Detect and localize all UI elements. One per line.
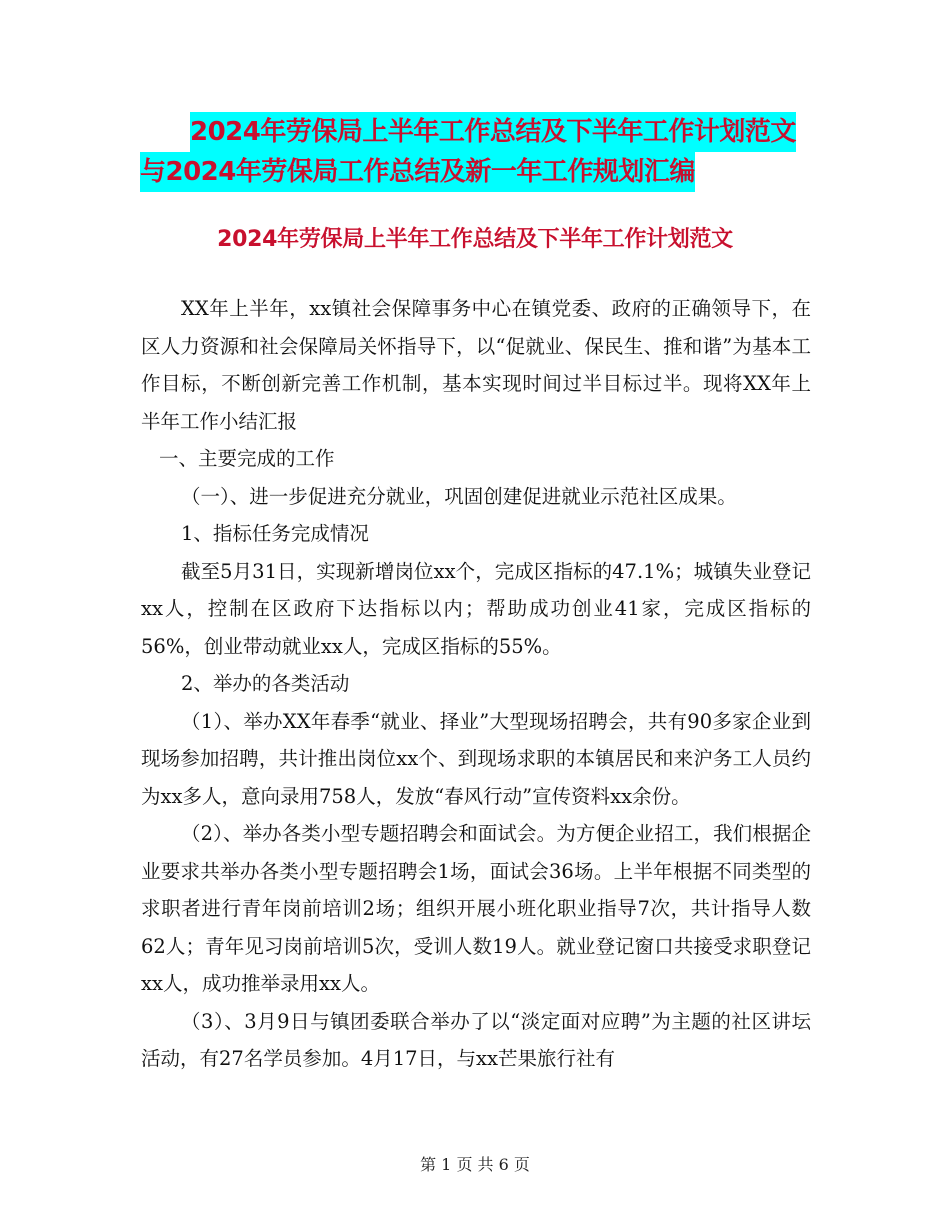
paragraph-activity-1: （1）、举办XX年春季“就业、择业”大型现场招聘会，共有90多家企业到现场参加招聘，共计推出岗位xx个、到现场求职的本镇居民和来沪务工人员约为xx多人，意向录用758人，发放“春风行动”宣传资料xx余份。: [141, 709, 811, 808]
document-title: [140, 112, 820, 192]
title-line-2: 与2024年劳保局工作总结及新一年工作规划汇编: [140, 152, 695, 192]
heading-main-work: 一、主要完成的工作: [159, 447, 335, 470]
heading-activities: 2、举办的各类活动: [181, 672, 350, 695]
heading-employment: （一）、进一步促进充分就业，巩固创建促进就业示范社区成果。: [181, 484, 737, 508]
paragraph-targets: 截至5月31日，实现新增岗位xx个，完成区指标的47.1%；城镇失业登记xx人，控制在区政府下达指标以内；帮助成功创业41家，完成区指标的56%，创业带动就业xx人，完成区指标的55%。: [141, 559, 811, 658]
heading-targets: 1、指标任务完成情况: [181, 522, 369, 545]
page-footer: 第 1 页 共 6 页: [420, 1155, 530, 1174]
section-title: 2024年劳保局上半年工作总结及下半年工作计划范文: [217, 227, 733, 252]
paragraph-activity-2: （2）、举办各类小型专题招聘会和面试会。为方便企业招工，我们根据企业要求共举办各类小型专题招聘会1场，面试会36场。上半年根据不同类型的求职者进行青年岗前培训2场；组织开展小班化职业指导7次，共计指导人数62人；青年见习岗前培训5次，受训人数19人。就业登记窗口共接受求职登记xx人，成功推举录用xx人。: [141, 822, 811, 995]
title-line-1: 2024年劳保局上半年工作总结及下半年工作计划范文: [190, 112, 796, 152]
paragraph-activity-3: （3）、3月9日与镇团委联合举办了以“淡定面对应聘”为主题的社区讲坛活动，有27名学员参加。4月17日，与xx芒果旅行社有: [141, 1009, 811, 1070]
paragraph-intro: XX年上半年，xx镇社会保障事务中心在镇党委、政府的正确领导下，在区人力资源和社会保障局关怀指导下，以“促就业、保民生、推和谐”为基本工作目标，不断创新完善工作机制，基本实现时间过半目标过半。现将XX年上半年工作小结汇报: [141, 297, 811, 433]
document-body: [141, 290, 811, 1078]
